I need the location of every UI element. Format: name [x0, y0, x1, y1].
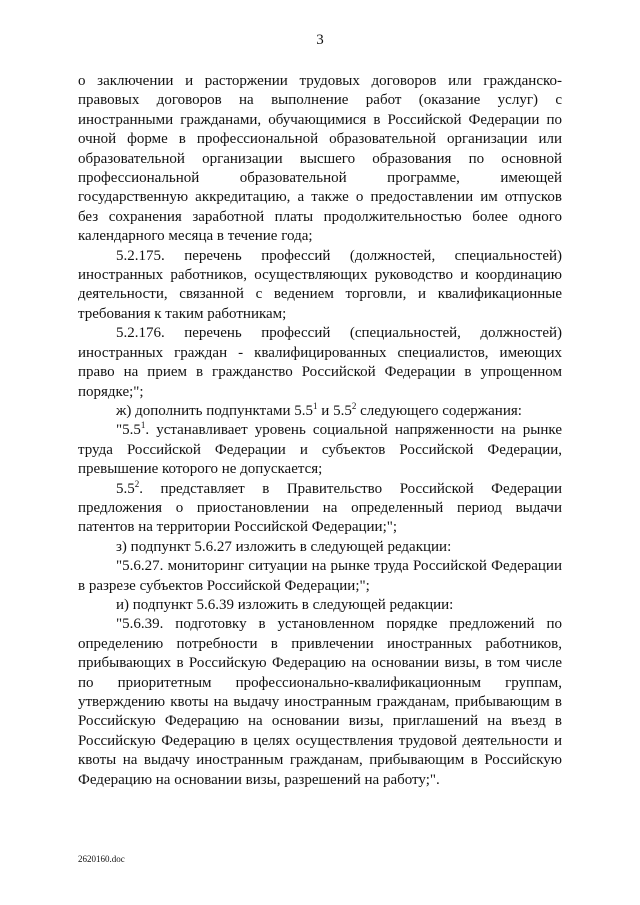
- paragraph-p6: [78, 538, 562, 557]
- text-run: ж) дополнить подпунктами 5.5: [116, 402, 314, 419]
- text-run: "5.6.39. подготовку в установленном порядке предложений по определению потребности в привлечении иностранных работников, прибывающих в Российскую Федерацию на основании визы, в том числе по приоритетным профессионально-квалификационным группам, утверждению квоты на выдачу иностранным гражданам, прибывающим в Российскую Федерацию на основании визы, приглашений на въезд в Российскую Федерацию в целях осуществления трудовой деятельности и квоты на выдачу иностранным гражданам, прибывающим в Российскую Федерацию на основании визы, разрешений на работу;".: [78, 616, 562, 788]
- paragraph-p4: [78, 421, 562, 479]
- text-run: "5.6.27. мониторинг ситуации на рынке труда Российской Федерации в разрезе субъектов Российской Федерации;";: [78, 558, 562, 594]
- text-run: о заключении и расторжении трудовых договоров или гражданско-правовых договоров на выполнение работ (оказание услуг) с иностранными гражданами, обучающимися в Российской Федерации по очной форме в профессиональной образовательной организации или образовательной организации высшего образования по основной профессиональной образовательной программе, имеющей государственную аккредитацию, а также о предоставлении им отпусков без сохранения заработной платы продолжительностью более одного календарного месяца в течение года;: [78, 73, 562, 245]
- text-run: и 5.5: [317, 402, 352, 419]
- paragraph-p9: [78, 615, 562, 790]
- text-run: 5.5: [116, 480, 135, 497]
- paragraph-p8: [78, 596, 562, 615]
- text-run: . представляет в Правительство Российской Федерации предложения о приостановлении на определенный период выдачи патентов на территории Российской Федерации;";: [78, 480, 562, 536]
- paragraph-p3: [78, 402, 562, 421]
- paragraph-p0: [78, 72, 562, 247]
- paragraph-p7: [78, 557, 562, 596]
- text-run: 5.2.176. перечень профессий (специальностей, должностей) иностранных граждан - квалифицированных специалистов, имеющих право на прием в гражданство Российской Федерации в упрощенном порядке;";: [78, 325, 562, 400]
- superscript: 2: [351, 400, 357, 411]
- text-run: 5.2.175. перечень профессий (должностей, специальностей) иностранных работников, осуществляющих руководство и координацию деятельности, связанной с ведением торговли, и квалификационные требования к таким работникам;: [78, 247, 562, 322]
- document-filename: 2620160.doc: [78, 854, 125, 864]
- text-run: следующего содержания:: [356, 402, 522, 419]
- paragraph-p5: [78, 480, 562, 538]
- text-run: и) подпункт 5.6.39 изложить в следующей редакции:: [116, 596, 454, 613]
- page-number: 3: [316, 32, 324, 48]
- superscript: 2: [134, 478, 140, 489]
- paragraph-p2: [78, 324, 562, 402]
- text-run: з) подпункт 5.6.27 изложить в следующей редакции:: [116, 538, 452, 555]
- superscript: 1: [313, 400, 318, 411]
- document-body: [78, 72, 562, 790]
- paragraph-p1: [78, 247, 562, 325]
- text-run: . устанавливает уровень социальной напряженности на рынке труда Российской Федерации и субъектов Российской Федерации, превышение которого не допускается;: [78, 422, 562, 478]
- text-run: "5.5: [116, 422, 141, 439]
- superscript: 1: [140, 420, 146, 431]
